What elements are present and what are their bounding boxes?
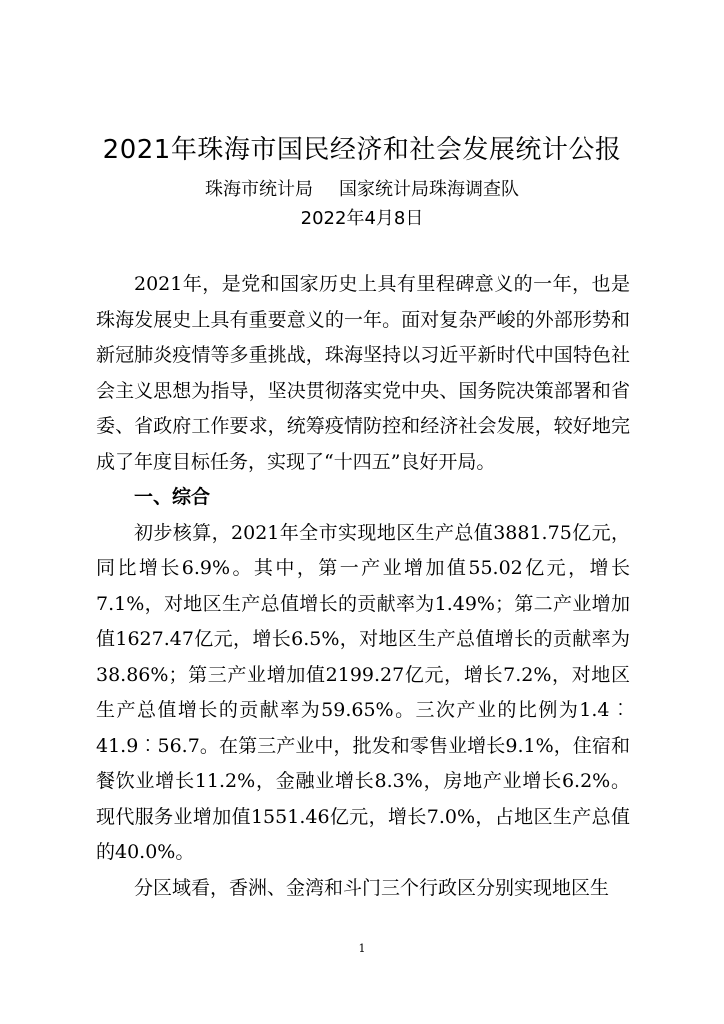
author-survey-team: 国家统计局珠海调查队 bbox=[339, 179, 519, 200]
economy-paragraph: 初步核算，2021年全市实现地区生产总值3881.75亿元，同比增长6.9%。其中，第一产业增加值55.02亿元，增长7.1%，对地区生产总值增长的贡献率为1.49%；第二产业增加值1627.47亿元，增长6.5%，对地区生产总值增长的贡献率为38.86%；第三产业增加值2199.27亿元，增长7.2%，对地区生产总值增长的贡献率为59.65%。三次产业的比例为1.4︰41.9︰56.7。在第三产业中，批发和零售业增长9.1%，住宿和餐饮业增长11.2%，金融业增长8.3%，房地产业增长6.2%。现代服务业增加值1551.46亿元，增长7.0%，占地区生产总值的40.0%。 bbox=[96, 521, 630, 863]
intro-paragraph: 2021年，是党和国家历史上具有里程碑意义的一年，也是珠海发展史上具有重要意义的一年。面对复杂严峻的外部形势和新冠肺炎疫情等多重挑战，珠海坚持以习近平新时代中国特色社会主义思想为指导，坚决贯彻落实党中央、国务院决策部署和省委、省政府工作要求，统筹疫情防控和经济社会发展，较好地完成了年度目标任务，实现了“十四五”良好开局。 bbox=[96, 273, 630, 473]
page-number: 1 bbox=[358, 942, 366, 955]
section-heading: 一、综合 bbox=[134, 486, 211, 508]
document-date: 2022年4月8日 bbox=[300, 208, 424, 229]
district-paragraph: 分区域看，香洲、金湾和斗门三个行政区分别实现地区生 bbox=[134, 876, 610, 899]
document-authors bbox=[0, 176, 724, 204]
document-body bbox=[96, 267, 630, 906]
document-title: 2021年珠海市国民经济和社会发展统计公报 bbox=[102, 135, 622, 165]
author-statistics-bureau: 珠海市统计局 bbox=[205, 179, 313, 200]
